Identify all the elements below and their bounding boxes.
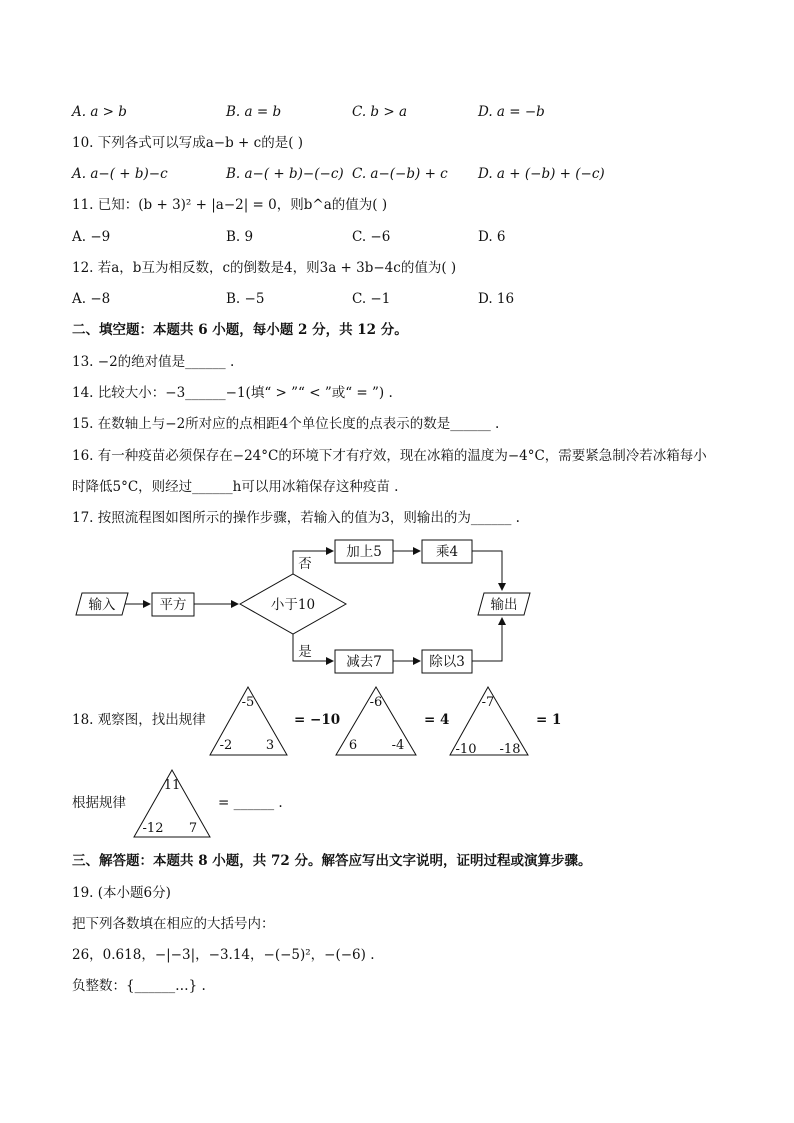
q14-stem: 14. 比较大小：−3______−1(填“ > ”“ < ”或“ = ”) . <box>72 385 393 401</box>
triangle-2-right: -4 <box>391 738 405 753</box>
triangle-1-right: 3 <box>265 738 275 753</box>
q17-stem: 17. 按照流程图如图所示的操作步骤，若输入的值为3，则输出的为______ . <box>72 510 520 526</box>
q18-by-rule: 根据规律 <box>72 795 126 811</box>
triangle-2-left: 6 <box>348 738 358 753</box>
triangle-3-right: -18 <box>499 742 521 757</box>
q18-triangles <box>0 682 794 842</box>
triangle-3-result: = 1 <box>536 712 562 728</box>
flow-sub7-label: 减去7 <box>346 654 382 670</box>
q16-line-1: 16. 有一种疫苗必须保存在−24°C的环境下才有疗效，现在冰箱的温度为−4°C，需要紧急制冷若冰箱每小 <box>72 448 707 464</box>
q12-stem: 12. 若a，b互为相反数，c的倒数是4，则3a + 3b−4c的值为( ) <box>72 260 457 276</box>
q10-stem: 10. 下列各式可以写成a−b + c的是( ) <box>72 135 304 151</box>
q9-option-a: A. a > b <box>72 104 127 120</box>
q12-option-c: C. −1 <box>352 291 391 307</box>
q10-option-b: B. a−( + b)−(−c) <box>226 166 344 182</box>
section-3-heading: 三、解答题：本题共 8 小题，共 72 分。解答应写出文字说明，证明过程或演算步骤。 <box>72 853 592 869</box>
flow-square-label: 平方 <box>159 597 187 613</box>
q16-line-2: 时降低5°C，则经过______h可以用冰箱保存这种疫苗 . <box>72 479 399 495</box>
triangle-1-top: -5 <box>241 695 255 710</box>
q12-option-b: B. −5 <box>226 291 265 307</box>
q15-stem: 15. 在数轴上与−2所对应的点相距4个单位长度的点表示的数是______ . <box>72 416 500 432</box>
triangle-q-result: = ______ . <box>218 795 283 811</box>
q13-stem: 13. −2的绝对值是______ . <box>72 354 235 370</box>
flow-output-label: 输出 <box>490 597 518 613</box>
q19-negative-integers: 负整数：{______…} . <box>72 978 206 994</box>
q10-option-d: D. a + (−b) + (−c) <box>478 166 605 182</box>
triangle-2-result: = 4 <box>424 712 450 728</box>
q10-option-c: C. a−(−b) + c <box>352 166 448 182</box>
flow-no-label: 否 <box>298 556 312 572</box>
q9-option-d: D. a = −b <box>478 104 545 120</box>
q9-option-b: B. a = b <box>226 104 282 120</box>
q11-stem: 11. 已知：(b + 3)² + |a−2| = 0，则b^a的值为( ) <box>72 197 388 213</box>
q11-option-c: C. −6 <box>352 229 391 245</box>
q11-option-b: B. 9 <box>226 229 254 245</box>
q12-option-d: D. 16 <box>478 291 515 307</box>
section-2-heading: 二、填空题：本题共 6 小题，每小题 2 分，共 12 分。 <box>72 322 408 338</box>
q11-option-d: D. 6 <box>478 229 506 245</box>
q19-instruction: 把下列各数填在相应的大括号内： <box>72 916 275 932</box>
triangle-1-result: = −10 <box>294 712 341 728</box>
triangle-q-right: 7 <box>188 821 198 836</box>
flow-add5-label: 加上5 <box>346 544 382 560</box>
flow-yes-label: 是 <box>298 644 312 660</box>
triangle-2-top: -6 <box>369 695 383 710</box>
triangle-q-top: 11 <box>163 778 181 793</box>
triangle-3-top: -7 <box>481 695 495 710</box>
q19-numbers: 26，0.618，−|−3|，−3.14，−(−5)²，−(−6) . <box>72 947 375 963</box>
flow-div3-label: 除以3 <box>429 654 465 670</box>
flow-mul4-label: 乘4 <box>435 544 459 560</box>
q10-option-a: A. a−( + b)−c <box>72 166 168 182</box>
triangle-q-left: -12 <box>142 821 164 836</box>
triangle-1-left: -2 <box>219 738 233 753</box>
q19-title: 19. (本小题6分) <box>72 885 171 901</box>
flow-input-label: 输入 <box>88 597 116 613</box>
flow-condition-label: 小于10 <box>270 597 316 613</box>
q18-stem: 18. 观察图，找出规律 <box>72 712 206 728</box>
q11-option-a: A. −9 <box>72 229 111 245</box>
triangle-3-left: -10 <box>455 742 477 757</box>
flowchart <box>0 530 794 680</box>
q12-option-a: A. −8 <box>72 291 111 307</box>
q9-option-c: C. b > a <box>352 104 408 120</box>
